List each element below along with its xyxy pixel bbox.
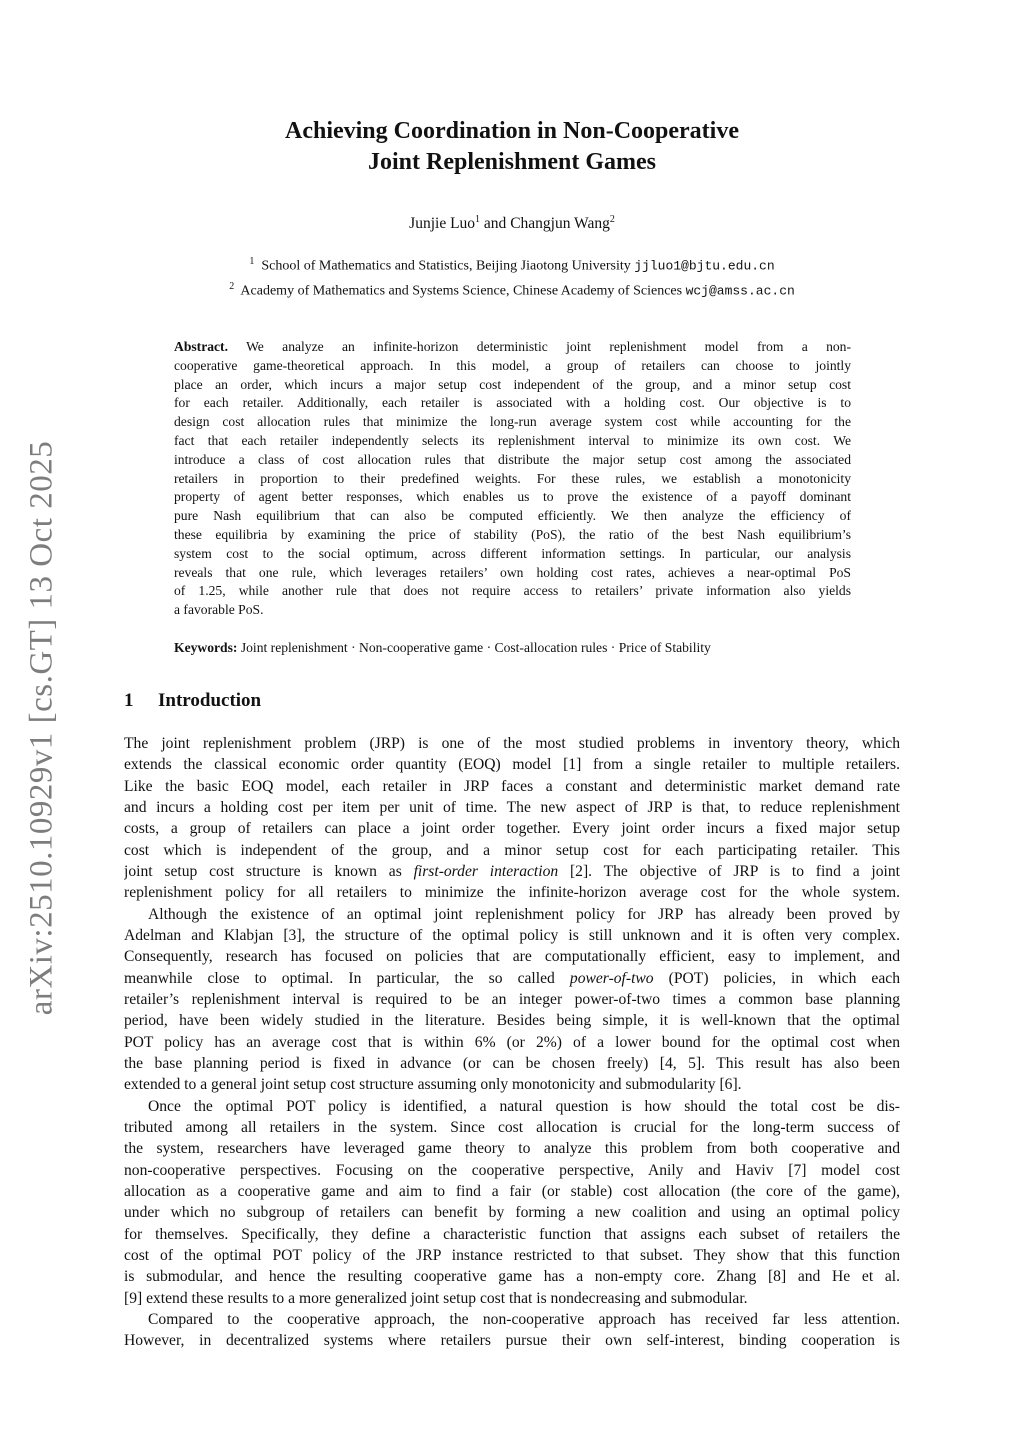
text-segment: introduce a class of cost allocation rules that distribute the major setup cost among the associated [174,451,851,467]
text-line [124,797,900,818]
text-line [124,1160,900,1181]
text-line [124,733,900,754]
text-line [124,1053,900,1074]
paragraph [124,1096,900,1309]
text-segment: Compared to the cooperative approach, the non-cooperative approach has received far less attention. [148,1310,900,1328]
text-line [124,1074,900,1095]
text-line [124,946,900,967]
affiliation-text: School of Mathematics and Statistics, Beijing Jiaotong University [261,258,631,274]
abstract-line [174,526,851,545]
text-line [124,818,900,839]
text-segment: is submodular, and hence the resulting cooperative game has a non-empty core. Zhang [8] and He et al. [124,1268,900,1286]
text-line [124,1117,900,1138]
text-line [124,1266,900,1287]
text-segment: design cost allocation rules that minimize the long-run average system cost while accounting for the [174,414,851,430]
text-segment: for each retailer. Additionally, each retailer is associated with a holding cost. Our objective is to [174,395,851,411]
abstract-line [174,545,851,564]
text-segment: period, have been widely studied in the literature. Besides being simple, it is well-known that the optimal [124,1012,900,1030]
emphasized-term: first-order interaction [413,862,559,880]
section-number: 1 [124,690,134,711]
text-line [124,1181,900,1202]
authors [0,214,1024,233]
section-title: Introduction [158,690,262,711]
text-line [124,968,900,989]
text-line [124,882,900,903]
title-line-2: Joint Replenishment Games [368,149,656,175]
paragraph [124,733,900,904]
paper-title [0,116,1024,178]
affiliation-number: 2 [229,280,235,292]
paragraph [124,904,900,1096]
text-line [124,925,900,946]
text-segment: reveals that one rule, which leverages retailers’ own holding cost rates, achieves a near-optimal PoS [174,564,851,580]
text-segment: of 1.25, while another rule that does not require access to retailers’ private information also yields [174,583,851,599]
authors-and: and [480,215,511,233]
text-segment: place an order, which incurs a major setup cost independent of the group, and a minor setup cost [174,376,851,392]
abstract-line [174,338,851,357]
text-segment: We analyze an infinite-horizon deterministic joint replenishment model from a non- [227,339,851,354]
text-segment: these equilibria by examining the price of stability (PoS), the ratio of the best Nash equilibrium’s [174,526,851,542]
keywords-text: Joint replenishment · Non-cooperative game · Cost-allocation rules · Price of Stability [237,640,711,655]
text-segment: the base planning period is fixed in advance (or can be chosen freely) [4, 5]. This result has also been [124,1054,900,1072]
text-line [124,754,900,775]
text-line [124,840,900,861]
affiliation-number: 1 [249,256,255,267]
body-text [124,733,900,1352]
text-segment: allocation as a cooperative game and aim to find a fair (or stable) cost allocation (the core of the game), [124,1182,900,1200]
text-segment: Like the basic EOQ model, each retailer in JRP faces a constant and deterministic market demand rate [124,777,900,795]
abstract-line [174,432,851,451]
text-segment: retailers in proportion to their predefined weights. For these rules, we establish a monotonicity [174,470,851,486]
text-segment: system cost to the social optimum, across different information settings. In particular, our analysis [174,545,851,561]
affiliation-2 [0,277,1024,302]
text-segment: POT policy has an average cost that is within 6% (or 2%) of a lower bound for the optimal cost when [124,1033,900,1051]
abstract-line [174,564,851,583]
text-segment: the system, researchers have leveraged game theory to analyze this problem from both cooperative and [124,1140,900,1158]
text-line [124,776,900,797]
text-segment: Consequently, research has focused on policies that are computationally efficient, easy to implement, and [124,948,900,966]
keywords [174,639,851,657]
abstract-line [174,376,851,395]
affiliation-email[interactable]: jjluo1@bjtu.edu.cn [634,258,775,274]
abstract-line [174,507,851,526]
text-segment: non-cooperative perspectives. Focusing on the cooperative perspective, Anily and Haviv [7] model cost [124,1161,900,1179]
abstract-line [174,357,851,376]
text-line [124,1309,900,1330]
text-segment: However, in decentralized systems where retailers pursue their own self-interest, binding cooperation is [124,1332,900,1350]
text-line [124,1202,900,1223]
text-line [124,1032,900,1053]
text-segment: costs, a group of retailers can place a joint order together. Every joint order incurs a fixed major setup [124,820,900,838]
text-segment: [2]. The objective of JRP is to find a joint [558,862,900,880]
arxiv-identifier-stamp: arXiv:2510.10929v1 [cs.GT] 13 Oct 2025 [23,440,60,1016]
text-segment: (POT) policies, in which each [653,969,900,987]
paragraph [124,1309,900,1352]
text-line [124,989,900,1010]
text-segment: retailer’s replenishment interval is required to be an integer power-of-two times a common base planning [124,990,900,1008]
text-segment: Adelman and Klabjan [3], the structure of the optimal policy is still unknown and it is often very complex. [124,926,900,944]
text-segment: under which no subgroup of retailers can benefit by forming a new coalition and using an optimal policy [124,1204,900,1222]
section-heading [124,690,261,712]
emphasized-term: power-of-two [569,969,654,987]
text-segment: Although the existence of an optimal joint replenishment policy for JRP has already been proved by [148,905,900,923]
author-1-affil: 1 [475,214,481,225]
abstract-line [174,451,851,470]
text-line [124,1288,900,1309]
text-segment: a favorable PoS. [174,602,264,618]
text-segment: and incurs a holding cost per item per unit of time. The new aspect of JRP is that, to reduce replenishment [124,798,900,816]
author-2: Changjun Wang [510,215,610,233]
text-segment: joint setup cost structure is known as [124,862,414,880]
abstract-line [174,601,851,620]
text-line [124,861,900,882]
text-segment: property of agent better responses, which enables us to prove the existence of a payoff dominant [174,489,851,505]
text-segment: for themselves. Specifically, they define a characteristic function that assigns each subset of retailers the [124,1225,900,1243]
text-segment: replenishment policy for all retailers to minimize the infinite-horizon average cost for the whole system. [124,884,900,902]
text-segment: meanwhile close to optimal. In particular, the so called [124,969,570,987]
affiliation-1 [0,252,1024,277]
text-segment: extended to a general joint setup cost structure assuming only monotonicity and submodularity [6]. [124,1076,742,1094]
text-segment: tributed among all retailers in the system. Since cost allocation is crucial for the long-term success of [124,1118,900,1136]
title-line-1: Achieving Coordination in Non-Cooperative [284,118,739,144]
keywords-label: Keywords: [174,640,238,655]
abstract-line [174,582,851,601]
text-segment: pure Nash equilibrium that can also be computed efficiently. We then analyze the efficiency of [174,508,851,524]
abstract-label: Abstract. [174,339,228,354]
text-line [124,1224,900,1245]
author-2-affil: 2 [609,214,615,225]
abstract-line [174,394,851,413]
abstract [174,338,851,620]
text-segment: The joint replenishment problem (JRP) is one of the most studied problems in inventory theory, which [124,735,900,752]
text-line [124,1330,900,1351]
abstract-line [174,413,851,432]
affiliations [0,252,1024,301]
affiliation-email[interactable]: wcj@amss.ac.cn [685,283,795,299]
text-segment: extends the classical economic order quantity (EOQ) model [1] from a single retailer to multiple retailers. [124,756,900,774]
abstract-line [174,488,851,507]
text-segment: Once the optimal POT policy is identified, a natural question is how should the total cost be dis- [148,1097,900,1115]
text-segment: [9] extend these results to a more generalized joint setup cost that is nondecreasing and submodular. [124,1289,748,1307]
text-segment: cooperative game-theoretical approach. In this model, a group of retailers can choose to jointly [174,357,851,373]
author-1: Junjie Luo [409,215,476,233]
text-segment: cost of the optimal POT policy of the JRP instance restricted to that subset. They show that this function [124,1246,900,1264]
text-line [124,1138,900,1159]
text-line [124,1010,900,1031]
text-segment: fact that each retailer independently selects its replenishment interval to minimize its own cost. We [174,432,851,448]
abstract-line [174,470,851,489]
affiliation-text: Academy of Mathematics and Systems Science, Chinese Academy of Sciences [240,283,683,299]
text-line [124,1245,900,1266]
text-segment: cost which is independent of the group, and a minor setup cost for each participating retailer. This [124,841,900,859]
text-line [124,1096,900,1117]
text-line [124,904,900,925]
